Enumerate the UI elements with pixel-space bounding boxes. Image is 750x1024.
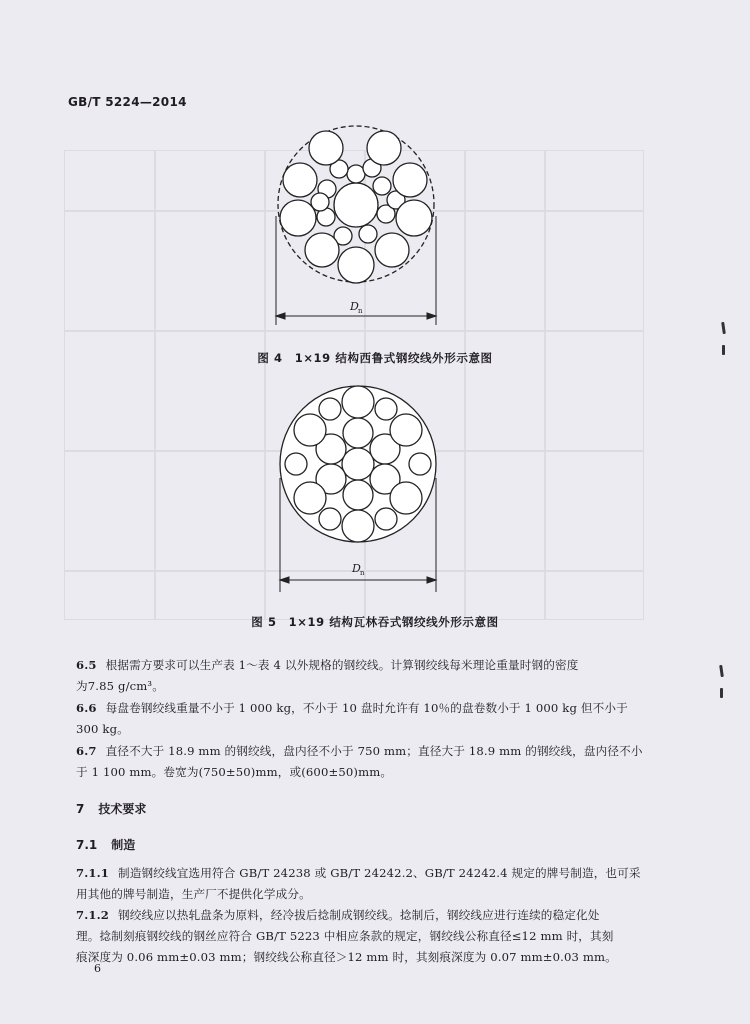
standard-code-header: GB/T 5224—2014 bbox=[68, 95, 187, 109]
clause-number: 7.1.2 bbox=[76, 908, 110, 922]
figure-5-caption: 图 5 1×19 结构瓦林吞式钢绞线外形示意图 bbox=[251, 615, 499, 629]
clause-6-5 bbox=[76, 655, 680, 697]
clause-7-1-1 bbox=[76, 863, 680, 905]
section-7-heading: 7 技术要求 bbox=[76, 802, 147, 816]
clause-7-1-2 bbox=[76, 905, 680, 968]
binding-mark-3 bbox=[719, 665, 724, 677]
clause-7-1-2-line-2: 理。捻制刻痕钢绞线的钢丝应符合 GB/T 5223 中相应条款的规定，钢绞线公称直径≤12 mm 时，其刻 bbox=[76, 929, 614, 943]
binding-mark-2 bbox=[722, 345, 725, 355]
section-7-1-heading: 7.1 制造 bbox=[76, 838, 136, 852]
clause-6-6-line-2: 300 kg。 bbox=[76, 722, 129, 736]
figure-4-caption: 图 4 1×19 结构西鲁式钢绞线外形示意图 bbox=[257, 351, 493, 365]
clause-6-5-line-1: 6.5 根据需方要求可以生产表 1～表 4 以外规格的钢绞线。计算钢绞线每米理论重量时钢的密度 bbox=[76, 658, 579, 672]
clause-7-1-2-line-3: 痕深度为 0.06 mm±0.03 mm；钢绞线公称直径＞12 mm 时，其刻痕深度为 0.07 mm±0.03 mm。 bbox=[76, 950, 617, 964]
clause-7-1-2-line-1: 7.1.2 钢绞线应以热轧盘条为原料，经冷拔后捻制成钢绞线。捻制后，钢绞线应进行连续的稳定化处 bbox=[76, 908, 600, 922]
clause-7-1-1-line-1: 7.1.1 制造钢绞线宜选用符合 GB/T 24238 或 GB/T 24242.2、GB/T 24242.4 规定的牌号制造，也可采 bbox=[76, 866, 641, 880]
clause-number: 6.7 bbox=[76, 744, 97, 758]
clause-6-7-line-1: 6.7 直径不大于 18.9 mm 的钢绞线，盘内径不小于 750 mm；直径大于 18.9 mm 的钢绞线，盘内径不小 bbox=[76, 744, 643, 758]
clause-6-7-line-2: 于 1 100 mm。卷宽为(750±50)mm，或(600±50)mm。 bbox=[76, 765, 393, 779]
clause-6-7 bbox=[76, 741, 680, 783]
clause-7-1-1-line-2: 用其他的牌号制造，生产厂不提供化学成分。 bbox=[76, 887, 311, 901]
figure-5-warrington-strand-diagram bbox=[260, 382, 460, 592]
binding-mark-4 bbox=[720, 688, 723, 698]
binding-mark-1 bbox=[721, 322, 726, 334]
clause-number: 6.6 bbox=[76, 701, 97, 715]
clause-number: 6.5 bbox=[76, 658, 97, 672]
figure-5-dimension-label: D bbox=[352, 562, 361, 575]
figure-5-dimension-subscript: n bbox=[360, 569, 365, 577]
page-number: 6 bbox=[94, 962, 101, 975]
clause-6-6 bbox=[76, 698, 680, 740]
figure-4-dimension-subscript: n bbox=[358, 307, 363, 315]
clause-6-5-line-2: 为7.85 g/cm³。 bbox=[76, 679, 164, 693]
clause-number: 7.1.1 bbox=[76, 866, 110, 880]
figure-4-seale-strand-diagram bbox=[260, 120, 460, 325]
clause-6-6-line-1: 6.6 每盘卷钢绞线重量不小于 1 000 kg，不小于 10 盘时允许有 10％的盘卷数小于 1 000 kg 但不小于 bbox=[76, 701, 628, 715]
figure-4-dimension-label: D bbox=[350, 300, 359, 313]
